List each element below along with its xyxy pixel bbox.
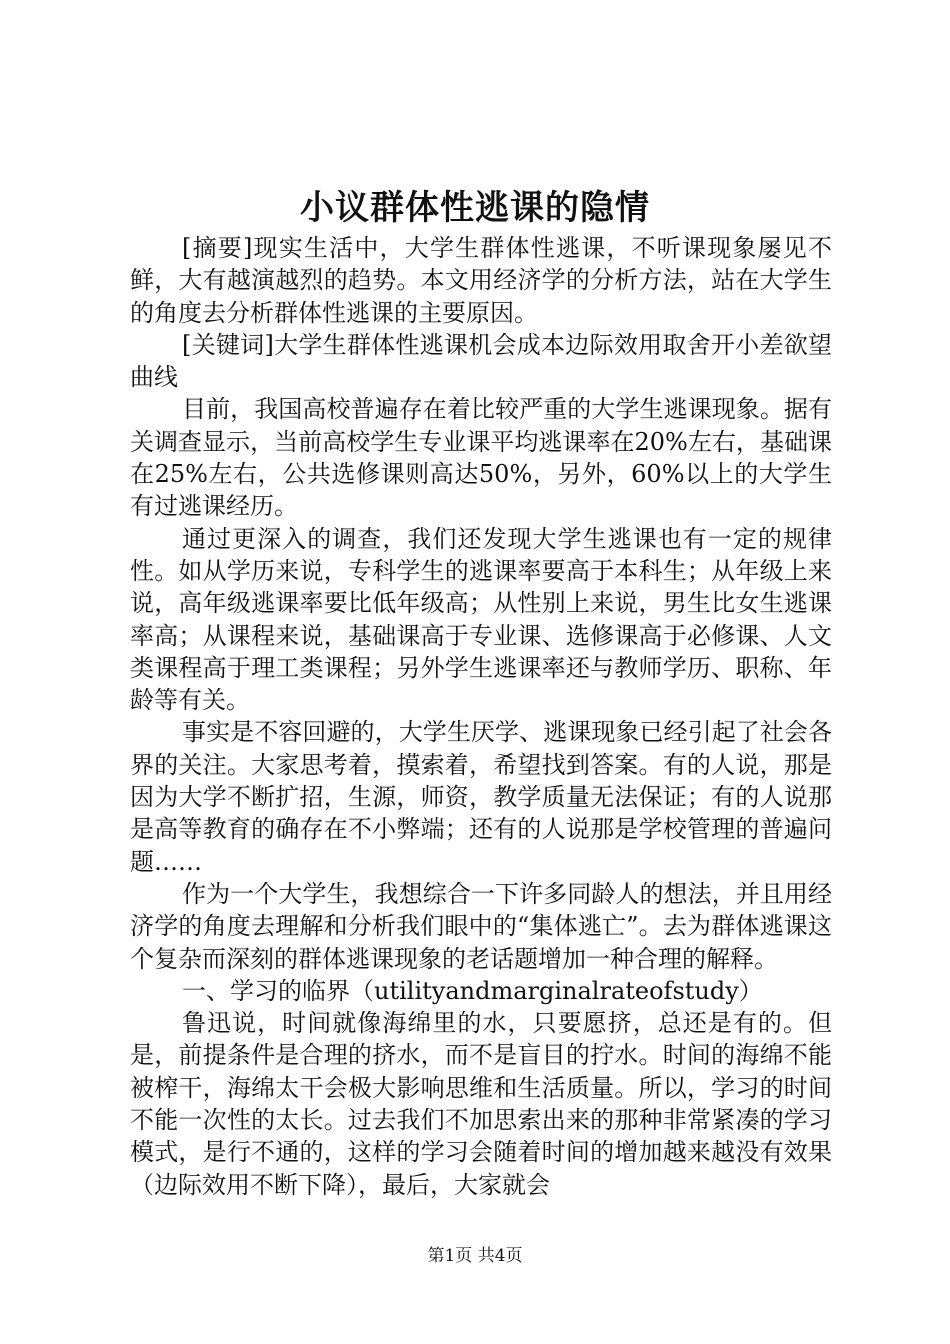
document-body bbox=[130, 232, 832, 1201]
section-heading: 一、学习的临界（utilityandmarginalrateofstudy） bbox=[182, 976, 763, 1005]
body-paragraph: 通过更深入的调查，我们还发现大学生逃课也有一定的规律性。如从学历来说，专科学生的逃课率要高于本科生；从年级上来说，高年级逃课率要比低年级高；从性别上来说，男生比女生逃课率高；从课程来说，基础课高于专业课、选修课高于必修课、人文类课程高于理工类课程；另外学生逃课率还与教师学历、职称、年龄等有关。 bbox=[130, 524, 832, 715]
abstract-paragraph: [摘要]现实生活中，大学生群体性逃课，不听课现象屡见不鲜，大有越演越烈的趋势。本文用经济学的分析方法，站在大学生的角度去分析群体性逃课的主要原因。 bbox=[130, 234, 832, 327]
document-title: 小议群体性逃课的隐情 bbox=[300, 188, 650, 228]
body-paragraph: 目前，我国高校普遍存在着比较严重的大学生逃课现象。据有关调查显示，当前高校学生专业课平均逃课率在20%左右，基础课在25%左右，公共选修课则高达50%，另外，60%以上的大学生有过逃课经历。 bbox=[130, 395, 832, 521]
page-footer: 第1页 共4页 bbox=[427, 1246, 523, 1266]
body-paragraph: 作为一个大学生，我想综合一下许多同龄人的想法，并且用经济学的角度去理解和分析我们眼中的“集体逃亡”。去为群体逃课这个复杂而深刻的群体逃课现象的老话题增加一种合理的解释。 bbox=[130, 879, 832, 973]
keywords-paragraph: [关键词]大学生群体性逃课机会成本边际效用取舍开小差欲望曲线 bbox=[130, 330, 832, 392]
body-paragraph: 鲁迅说，时间就像海绵里的水，只要愿挤，总还是有的。但是，前提条件是合理的挤水，而不是盲目的拧水。时间的海绵不能被榨干，海绵太干会极大影响思维和生活质量。所以，学习的时间不能一次性的太长。过去我们不加思索出来的那种非常紧凑的学习模式，是行不通的，这样的学习会随着时间的增加越来越没有效果（边际效用不断下降），最后，大家就会 bbox=[130, 1009, 832, 1199]
body-paragraph: 事实是不容回避的，大学生厌学、逃课现象已经引起了社会各界的关注。大家思考着，摸索着，希望找到答案。有的人说，那是因为大学不断扩招，生源，师资，教学质量无法保证；有的人说那是高等教育的确存在不小弊端；还有的人说那是学校管理的普遍问题…… bbox=[130, 718, 832, 876]
